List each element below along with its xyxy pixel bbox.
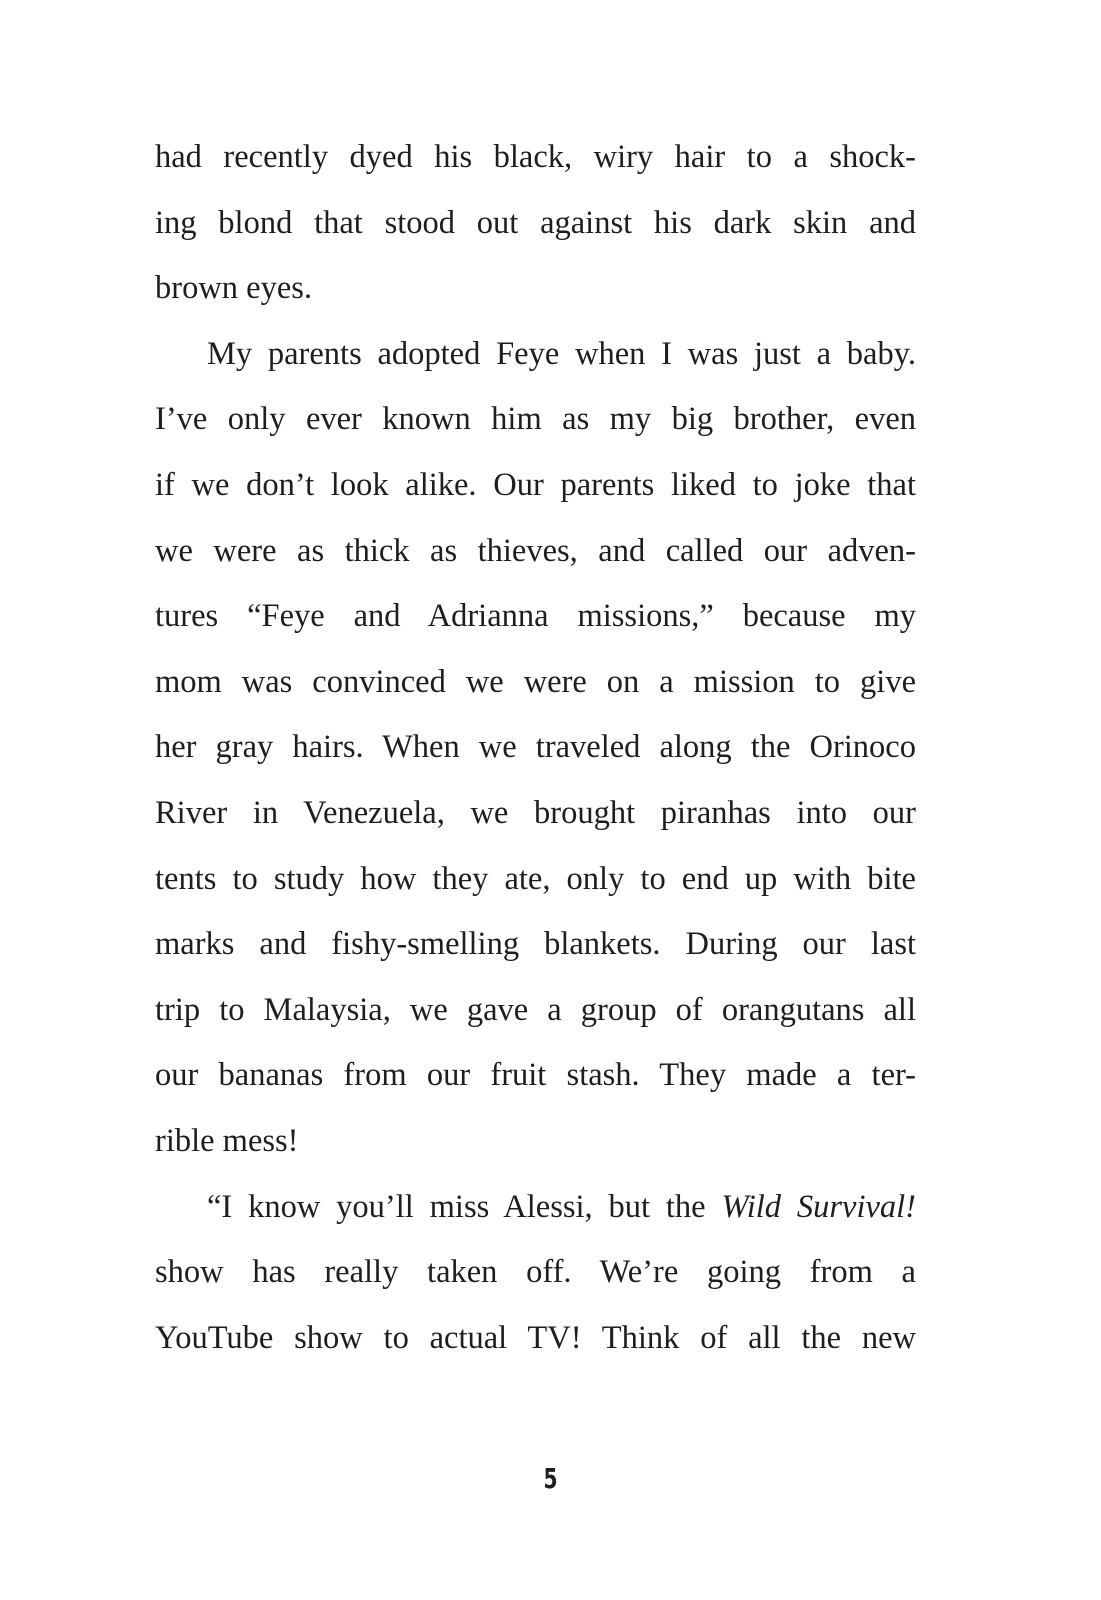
text-line: had recently dyed his black, wiry hair to a shock- [155, 139, 916, 175]
text-line: River in Venezuela, we brought piranhas into our [155, 794, 916, 831]
text-line: rible mess! [155, 1122, 299, 1159]
text-line: YouTube show to actual TV! Think of all the new [155, 1319, 916, 1356]
body-text [155, 125, 916, 1371]
text-line: tures “Feye and Adrianna missions,” because my [155, 598, 916, 635]
page-number: 5 [543, 1462, 558, 1495]
text-line: brown eyes. [155, 270, 313, 307]
text-line: I’ve only ever known him as my big brother, even [155, 401, 916, 438]
text-line: ing blond that stood out against his dark skin and [155, 204, 916, 241]
text-line: tents to study how they ate, only to end up with bite [155, 860, 916, 897]
text-line: if we don’t look alike. Our parents liked to joke that [155, 466, 916, 503]
text-line: our bananas from our fruit stash. They made a ter- [155, 1057, 916, 1094]
text-line: marks and fishy-smelling blankets. During our last [155, 926, 916, 963]
paragraph-3 [155, 1175, 916, 1372]
show-title: Wild Survival! [721, 1188, 916, 1225]
text-line: we were as thick as thieves, and called our adven- [155, 532, 916, 569]
text-line: My parents adopted Feye when I was just a baby. [207, 335, 916, 372]
text-line: trip to Malaysia, we gave a group of orangutans all [155, 991, 916, 1028]
paragraph-1 [155, 125, 916, 322]
text-line: mom was convinced we were on a mission to give [155, 663, 916, 700]
text-line [155, 1175, 916, 1241]
text-line: show has really taken off. We’re going from a [155, 1254, 916, 1291]
paragraph-2 [155, 322, 916, 1175]
dialogue-text: “I know you’ll miss Alessi, but the [207, 1188, 722, 1225]
text-line: her gray hairs. When we traveled along the Orinoco [155, 729, 916, 766]
